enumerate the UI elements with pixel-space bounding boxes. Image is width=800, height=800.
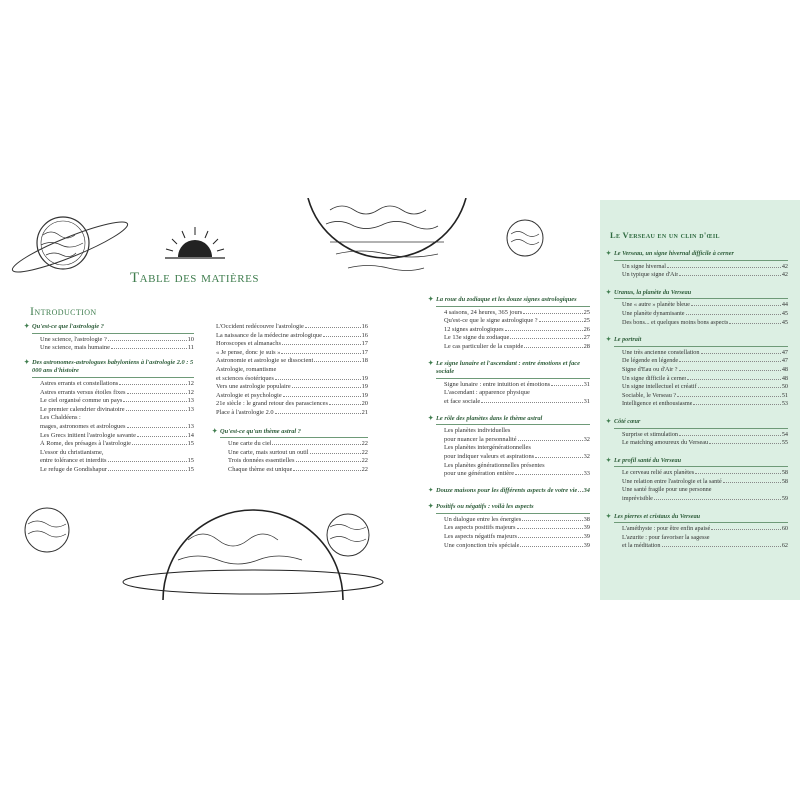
toc-section-title[interactable]: ✦ Qu'est-ce qu'un thème astral ?: [212, 427, 301, 435]
toc-entry[interactable]: entre tolérance et interdits 15: [40, 457, 194, 465]
toc-section-title[interactable]: ✦ Les pierres et cristaux du Verseau: [606, 512, 701, 520]
toc-entry[interactable]: Le matching amoureux du Verseau 55: [622, 439, 788, 447]
toc-entry[interactable]: mages, astronomes et astrologues 13: [40, 422, 194, 430]
page-title: Table des matières: [130, 270, 259, 286]
toc-entry[interactable]: Une carte du ciel 22: [228, 440, 368, 448]
sunrise-icon: [160, 225, 230, 261]
toc-section: [606, 288, 788, 327]
toc-entry[interactable]: Le premier calendrier divinatoire 13: [40, 405, 194, 413]
toc-entry[interactable]: Vers une astrologie populaire 19: [216, 383, 368, 391]
divider: [436, 424, 590, 425]
toc-entry[interactable]: pour une génération entière 33: [444, 470, 590, 478]
toc-entry[interactable]: Astres errants versus étoiles fixes 12: [40, 388, 194, 396]
toc-entry[interactable]: 4 saisons, 24 heures, 365 jours 25: [444, 308, 590, 316]
toc-section-title[interactable]: ✦ Douze maisons pour les différents aspects de votre vie 34: [428, 486, 590, 494]
small-planet-bottom-center: [325, 505, 371, 565]
ringed-planet-illustration: [8, 205, 138, 285]
toc-entry[interactable]: Une « autre » planète bleue 44: [622, 301, 788, 309]
toc-section-title[interactable]: ✦ Des astronomes-astrologues babyloniens à l'astrologie 2.0 : 5 000 ans d'histoire: [24, 358, 194, 375]
star-icon: ✦: [606, 417, 612, 425]
star-icon: ✦: [606, 250, 612, 257]
toc-section-title[interactable]: ✦ Qu'est-ce que l'astrologie ?: [24, 323, 104, 330]
star-icon: ✦: [428, 359, 434, 367]
star-icon: ✦: [428, 486, 434, 494]
toc-section-title[interactable]: ✦ Le signe lunaire et l'ascendant : entre émotions et face sociale: [428, 359, 580, 376]
toc-entry[interactable]: Qu'est-ce que le signe astrologique ? 25: [444, 317, 590, 325]
toc-entry[interactable]: Un signe difficile à cerner 48: [622, 374, 788, 382]
toc-entry-line: L'azurite : pour favoriser la sagesse: [622, 533, 710, 541]
toc-section: [606, 417, 788, 448]
toc-section: [606, 512, 788, 551]
toc-entry[interactable]: Un dialogue entre les énergies 38: [444, 515, 590, 523]
toc-entry[interactable]: Une science, l'astrologie ? 10: [40, 335, 194, 343]
toc-section: [606, 250, 788, 280]
toc-entry[interactable]: 21e siècle : le grand retour des parasciences 20: [216, 400, 368, 408]
toc-entry-line: L'ascendant : apparence physique: [444, 389, 530, 397]
toc-entry[interactable]: Un typique signe d'Air 42: [622, 271, 788, 279]
divider: [614, 298, 788, 299]
toc-entry[interactable]: Astronomie et astrologie se dissocient 18: [216, 357, 368, 365]
planet-top-illustration: [300, 198, 475, 298]
toc-section-title[interactable]: ✦ La roue du zodiaque et les douze signes astrologiques: [428, 296, 577, 303]
toc-entry[interactable]: 12 signes astrologiques 26: [444, 325, 590, 333]
divider: [436, 378, 590, 379]
toc-entry[interactable]: Les Grecs initient l'astrologie savante 14: [40, 431, 194, 439]
toc-entry[interactable]: L'améthyste : pour être enfin apaisé 60: [622, 525, 788, 533]
toc-entry[interactable]: Astres errants et constellations 12: [40, 379, 194, 387]
toc-entry-line: Les Chaldéens :: [40, 414, 81, 422]
toc-entry[interactable]: Trois données essentielles 22: [228, 457, 368, 465]
toc-section: [24, 323, 194, 353]
toc-entry[interactable]: Astrologie et psychologie 19: [216, 391, 368, 399]
toc-section: [212, 427, 368, 475]
toc-section: [606, 456, 788, 504]
toc-entry[interactable]: et face sociale 31: [444, 397, 590, 405]
toc-entry[interactable]: Une très ancienne constellation 47: [622, 348, 788, 356]
toc-entry-line: L'essor du christianisme,: [40, 448, 104, 456]
toc-entry-line: Les planètes intergénérationnelles: [444, 444, 531, 452]
panel-toc-column: [606, 250, 788, 551]
toc-section-title[interactable]: ✦ Le Verseau, un signe hivernal difficile à cerner: [606, 250, 734, 257]
toc-section-title[interactable]: ✦ Positifs ou négatifs : voilà les aspects: [428, 503, 534, 511]
toc-entry[interactable]: Une conjonction très spéciale 39: [444, 541, 590, 549]
star-icon: ✦: [606, 288, 612, 296]
divider: [614, 428, 788, 429]
star-icon: ✦: [24, 358, 30, 366]
toc-entry[interactable]: Le cas particulier de la cuspide 28: [444, 342, 590, 350]
toc-entry[interactable]: Les aspects positifs majeurs 39: [444, 524, 590, 532]
toc-entry[interactable]: Chaque thème est unique 22: [228, 465, 368, 473]
toc-entry-line: Les planètes individuelles: [444, 427, 511, 435]
toc-entry[interactable]: Surprise et stimulation 54: [622, 430, 788, 438]
toc-section-title[interactable]: ✦ Le rôle des planètes dans le thème astral: [428, 414, 543, 422]
toc-section: [428, 414, 590, 479]
toc-section-title[interactable]: ✦ Côté cœur: [606, 417, 641, 425]
toc-entry[interactable]: et sciences ésotériques 19: [216, 374, 368, 382]
toc-entry[interactable]: Signe d'Eau ou d'Air ? 48: [622, 365, 788, 373]
small-planet-bottom-left: [22, 500, 72, 562]
divider: [614, 466, 788, 467]
toc-entry[interactable]: et la méditation 62: [622, 542, 788, 550]
small-planet-top-right: [505, 218, 545, 258]
toc-entry[interactable]: L'Occident redécouvre l'astrologie 16: [216, 323, 368, 330]
toc-section: [428, 486, 590, 496]
star-icon: ✦: [428, 503, 434, 511]
toc-column-left: [24, 323, 194, 475]
divider: [614, 522, 788, 523]
toc-entry[interactable]: La naissance de la médecine astrologique 16: [216, 331, 368, 339]
toc-entry[interactable]: Le cerveau relié aux planètes 58: [622, 469, 788, 477]
toc-entry[interactable]: « Je pense, donc je suis » 17: [216, 348, 368, 356]
toc-section: [428, 359, 590, 407]
toc-column-right: [428, 296, 590, 550]
star-icon: ✦: [606, 512, 612, 520]
toc-entry[interactable]: pour nuancer la personnalité 32: [444, 435, 590, 443]
divider: [220, 437, 368, 438]
intro-heading: Introduction: [30, 304, 97, 318]
toc-entry[interactable]: Une relation entre l'astrologie et la santé 58: [622, 477, 788, 485]
star-icon: ✦: [428, 296, 434, 303]
star-icon: ✦: [606, 456, 612, 464]
toc-entry[interactable]: De légende en légende 47: [622, 357, 788, 365]
sidebar-panel: [600, 200, 800, 600]
toc-section: [428, 296, 590, 352]
toc-entry[interactable]: Le refuge de Gondishapur 15: [40, 465, 194, 473]
toc-section: [24, 358, 194, 475]
toc-entry[interactable]: Place à l'astrologie 2.0 21: [216, 408, 368, 416]
toc-entry[interactable]: Les aspects négatifs majeurs 39: [444, 533, 590, 541]
toc-section-title[interactable]: ✦ Uranus, la planète du Verseau: [606, 288, 692, 296]
toc-entry[interactable]: Intelligence et enthousiasme 53: [622, 400, 788, 408]
divider: [32, 333, 194, 334]
toc-section-title[interactable]: ✦ Le portrait: [606, 336, 642, 344]
toc-entry-line: Une santé fragile pour une personne: [622, 486, 712, 494]
star-icon: ✦: [24, 323, 30, 330]
divider: [32, 377, 194, 378]
toc-entry[interactable]: imprévisible 59: [622, 495, 788, 503]
toc-entry[interactable]: Des bons... et quelques moins bons aspects 45: [622, 318, 788, 326]
toc-section-title[interactable]: ✦ Le profil santé du Verseau: [606, 456, 682, 464]
star-icon: ✦: [428, 414, 434, 422]
toc-section: [606, 336, 788, 409]
star-icon: ✦: [212, 427, 218, 435]
toc-entry[interactable]: À Rome, des présages à l'astrologie 15: [40, 440, 194, 448]
toc-entry-line: Astrologie, romantisme: [216, 365, 277, 373]
toc-entry[interactable]: Un signe intellectuel et créatif 50: [622, 383, 788, 391]
toc-entry[interactable]: pour indiquer valeurs et aspirations 32: [444, 452, 590, 460]
toc-column-middle: [212, 323, 368, 475]
star-icon: ✦: [606, 336, 612, 344]
panel-title: Le Verseau en un clin d'œil: [610, 230, 720, 240]
toc-entry[interactable]: Une planète dynamisante 45: [622, 309, 788, 317]
divider: [614, 260, 788, 261]
divider: [614, 346, 788, 347]
toc-entry[interactable]: Horoscopes et almanachs 17: [216, 340, 368, 348]
toc-entry[interactable]: Un signe hivernal 42: [622, 262, 788, 270]
divider: [436, 513, 590, 514]
toc-entry-line: Les planètes générationnelles présentes: [444, 461, 545, 469]
toc-entry[interactable]: Signe lunaire : entre intuition et émotions 31: [444, 380, 590, 388]
toc-entry[interactable]: Une science, mais humaine 11: [40, 344, 194, 352]
toc-entry[interactable]: Sociable, le Verseau ? 51: [622, 391, 788, 399]
toc-section: [428, 503, 590, 550]
toc-entry[interactable]: Le ciel organisé comme un pays 13: [40, 397, 194, 405]
toc-entry[interactable]: Le 13e signe du zodiaque 27: [444, 334, 590, 342]
toc-entry[interactable]: Une carte, mais surtout un outil 22: [228, 448, 368, 456]
divider: [436, 306, 590, 307]
